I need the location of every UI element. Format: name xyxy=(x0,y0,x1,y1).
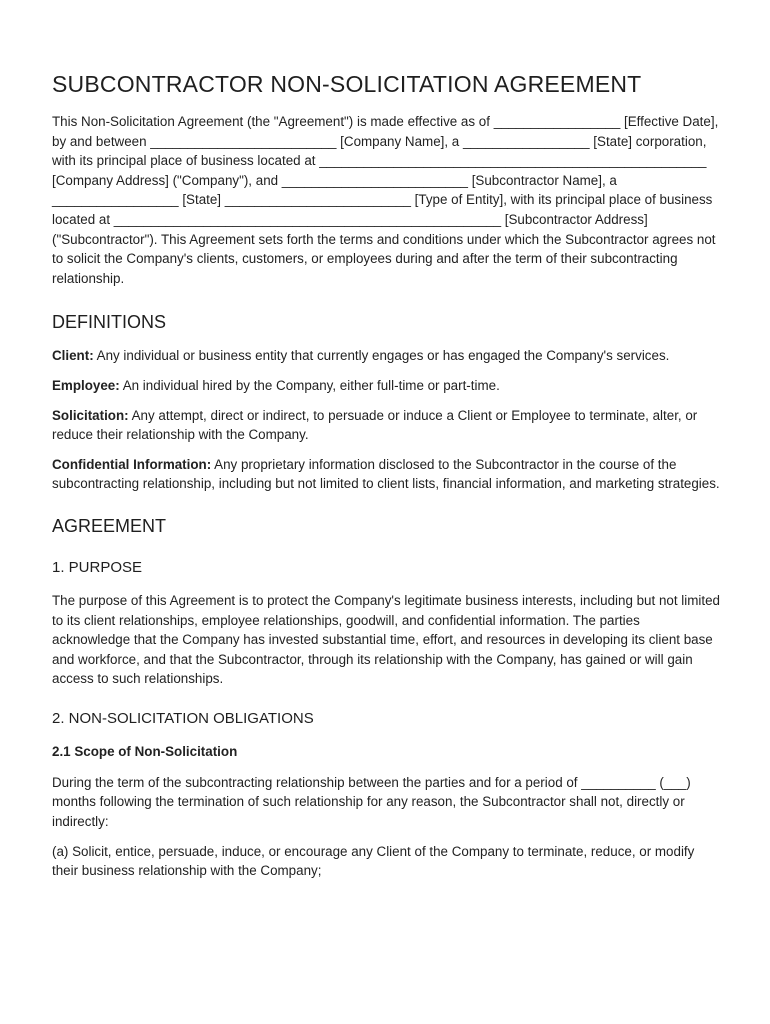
definition-text: Any attempt, direct or indirect, to persuade or induce a Client or Employee to terminate, alter, or reduce their relationship with the Company. xyxy=(52,407,698,443)
definition-text: Any proprietary information disclosed to the Subcontractor in the course of the subcontracting relationship, including but not limited to client lists, financial information, and marketing strategies. xyxy=(52,456,720,492)
definition-term: Employee: xyxy=(52,377,120,393)
purpose-section xyxy=(52,558,720,689)
agreement-section xyxy=(52,514,720,881)
purpose-heading: 1. PURPOSE xyxy=(52,558,143,576)
definition-employee xyxy=(52,376,720,396)
definition-text: An individual hired by the Company, either full-time or part-time. xyxy=(119,377,500,393)
document-title: SUBCONTRACTOR NON-SOLICITATION AGREEMENT xyxy=(52,71,642,97)
non-solicitation-heading: 2. NON-SOLICITATION OBLIGATIONS xyxy=(52,709,314,727)
definition-term: Confidential Information: xyxy=(52,456,212,472)
definition-term: Solicitation: xyxy=(52,407,129,423)
purpose-paragraph: The purpose of this Agreement is to protect the Company's legitimate business interests, including but not limited to its client relationships, employee relationships, goodwill, and confidential information. The parties acknowledge that the Company has invested substantial time, effort, and resources in developing its client base and workforce, and that the Subcontractor, through its relationship with the Company, has gained or will gain access to such relationships. xyxy=(52,592,720,687)
scope-paragraph: During the term of the subcontracting relationship between the parties and for a period of __________ (___) months following the termination of such relationship for any reason, the Subcontractor shall not, directly or indirectly: xyxy=(52,774,691,830)
definition-client xyxy=(52,346,720,366)
scope-heading: 2.1 Scope of Non-Solicitation xyxy=(52,743,238,759)
definition-text: Any individual or business entity that currently engages or has engaged the Company's services. xyxy=(93,348,670,364)
agreement-heading: AGREEMENT xyxy=(52,515,167,536)
definition-confidential-information xyxy=(52,455,720,494)
scope-item-a: (a) Solicit, entice, persuade, induce, or encourage any Client of the Company to terminate, reduce, or modify their business relationship with the Company; xyxy=(52,843,695,879)
definition-solicitation xyxy=(52,406,720,445)
definitions-heading: DEFINITIONS xyxy=(52,312,167,333)
non-solicitation-section xyxy=(52,709,720,881)
definitions-section xyxy=(52,310,720,494)
definition-term: Client: xyxy=(52,348,94,364)
document-page xyxy=(52,68,720,891)
intro-paragraph: This Non-Solicitation Agreement (the "Agreement") is made effective as of _________________ [Effective Date], by and between _________________________ [Company Name], a _________________ [State] corporation, with its principal place of business located at ____________________________________________________ [Company Address] ("Company"), and _________________________ [Subcontractor Name], a _________________ [State] _________________________ [Type of Entity], with its principal place of business located at ____________________________________________________ [Subcontractor Address] ("Subcontractor"). This Agreement sets forth the terms and conditions under which the Subcontractor agrees not to solicit the Company's clients, customers, or employees during and after the term of their subcontracting relationship. xyxy=(52,114,719,286)
